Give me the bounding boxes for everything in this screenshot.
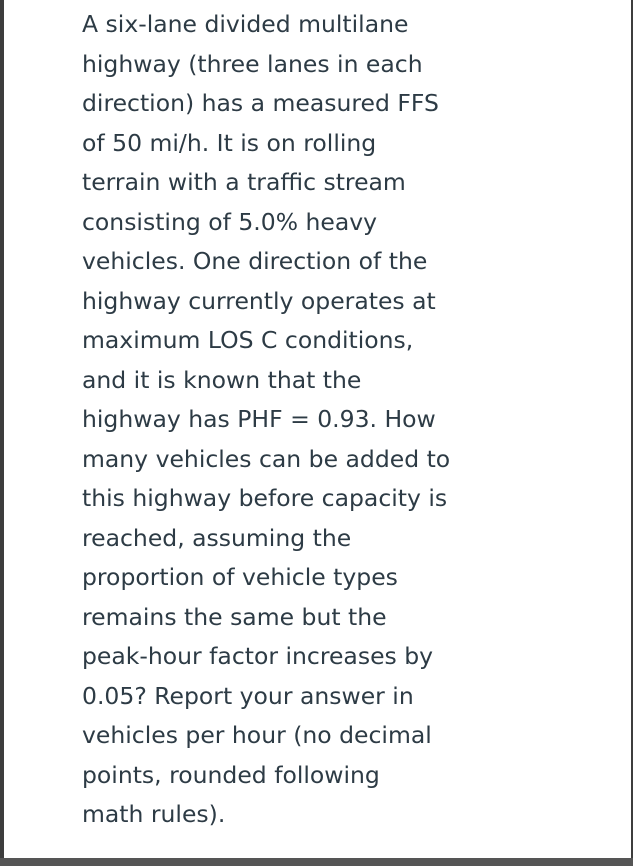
question-line: A six-lane divided multilane — [82, 10, 409, 38]
question-line: vehicles. One direction of the — [82, 247, 428, 275]
left-border — [0, 0, 4, 858]
question-line: terrain with a traffic stream — [82, 168, 406, 196]
question-line: consisting of 5.0% heavy — [82, 207, 378, 236]
question-line: highway currently operates at — [82, 286, 436, 315]
question-line: direction) has a measured FFS — [82, 89, 439, 117]
bottom-border — [0, 858, 633, 866]
question-line: highway (three lanes in each — [82, 49, 423, 78]
question-line: highway has PHF = 0.93. How — [82, 405, 436, 433]
question-text — [82, 5, 482, 835]
question-line: and it is known that the — [82, 365, 362, 394]
question-line: vehicles per hour (no decimal — [82, 721, 432, 749]
question-line: maximum LOS C conditions, — [82, 326, 414, 354]
question-line: of 50 mi/h. It is on rolling — [82, 128, 377, 157]
question-line: proportion of vehicle types — [82, 563, 398, 591]
question-line: 0.05? Report your answer in — [82, 681, 414, 710]
question-line: many vehicles can be added to — [82, 444, 451, 473]
question-line: peak-hour factor increases by — [82, 642, 434, 670]
question-line: reached, assuming the — [82, 523, 352, 552]
question-line: remains the same but the — [82, 602, 387, 631]
question-line: this highway before capacity is — [82, 484, 448, 512]
question-line: points, rounded following — [82, 760, 380, 789]
question-line: math rules). — [82, 800, 226, 828]
